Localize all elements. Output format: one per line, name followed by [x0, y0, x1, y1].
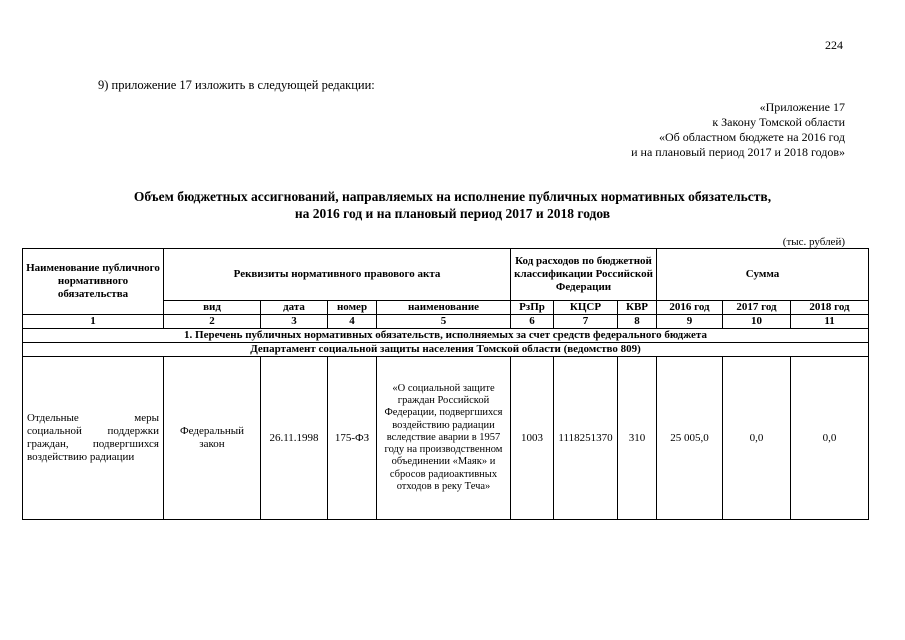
subheader-2017: 2017 год: [723, 301, 791, 315]
subheader-kvr: КВР: [618, 301, 657, 315]
appendix-line: «Приложение 17: [759, 100, 845, 114]
column-number: 11: [791, 315, 869, 329]
column-number: 2: [164, 315, 261, 329]
document-title: [0, 188, 905, 222]
cell-obligation: [23, 357, 164, 520]
column-number: 8: [618, 315, 657, 329]
column-number: 5: [377, 315, 511, 329]
column-number: 4: [328, 315, 377, 329]
cell-date: 26.11.1998: [261, 357, 328, 520]
column-number: 9: [657, 315, 723, 329]
cell-kcsr: 1118251370: [554, 357, 618, 520]
column-number: 1: [23, 315, 164, 329]
title-line-1: Объем бюджетных ассигнований, направляемых на исполнение публичных нормативных обязательств,: [133, 189, 772, 204]
page-number: 224: [825, 38, 843, 52]
cell-rzpr: 1003: [511, 357, 554, 520]
subheader-rzpr: РзПр: [511, 301, 554, 315]
column-number: 3: [261, 315, 328, 329]
appendix-line: «Об областном бюджете на 2016 год: [659, 130, 845, 144]
cell-sum-2016: 25 005,0: [657, 357, 723, 520]
subheader-number: номер: [328, 301, 377, 315]
cell-number: 175-ФЗ: [328, 357, 377, 520]
obligations-table: [22, 248, 869, 520]
subheader-kcsr: КЦСР: [554, 301, 618, 315]
column-number: 7: [554, 315, 618, 329]
appendix-line: к Закону Томской области: [712, 115, 845, 129]
table-row: [23, 357, 869, 520]
cell-kvr: 310: [618, 357, 657, 520]
cell-act-name: «О социальной защите граждан Российской Федерации, подвергшихся воздействию радиации вследствие аварии в 1957 году на производственном объединении «Маяк» и сбросов радиоактивных отходов в реку Теча»: [377, 357, 511, 520]
column-number: 10: [723, 315, 791, 329]
units-label: (тыс. рублей): [782, 236, 845, 248]
title-line-2: на 2016 год и на плановый период 2017 и 2018 годов: [294, 206, 611, 221]
obligation-line: социальной поддержки: [27, 425, 159, 437]
cell-sum-2017: 0,0: [723, 357, 791, 520]
subheader-2016: 2016 год: [657, 301, 723, 315]
subheader-name: наименование: [377, 301, 511, 315]
header-amount: Сумма: [657, 249, 869, 301]
obligation-line: воздействию радиации: [27, 451, 135, 463]
header-expense-code: Код расходов по бюджетной классификации Российской Федерации: [511, 249, 657, 301]
cell-sum-2018: 0,0: [791, 357, 869, 520]
obligation-line: Отдельные меры: [27, 412, 159, 424]
cell-type: Федеральный закон: [164, 357, 261, 520]
header-obligation: Наименование публичного нормативного обязательства: [23, 249, 164, 315]
header-act-details: Реквизиты нормативного правового акта: [164, 249, 511, 301]
obligation-line: граждан, подвергшихся: [27, 438, 159, 450]
subheader-date: дата: [261, 301, 328, 315]
subheader-type: вид: [164, 301, 261, 315]
section-title: 1. Перечень публичных нормативных обязательств, исполняемых за счет средств федерального бюджета: [23, 329, 869, 343]
intro-text: 9) приложение 17 изложить в следующей редакции:: [98, 78, 375, 92]
appendix-header: [631, 100, 845, 160]
appendix-line: и на плановый период 2017 и 2018 годов»: [631, 145, 845, 159]
subheader-2018: 2018 год: [791, 301, 869, 315]
department-row: Департамент социальной защиты населения Томской области (ведомство 809): [23, 343, 869, 357]
column-number: 6: [511, 315, 554, 329]
